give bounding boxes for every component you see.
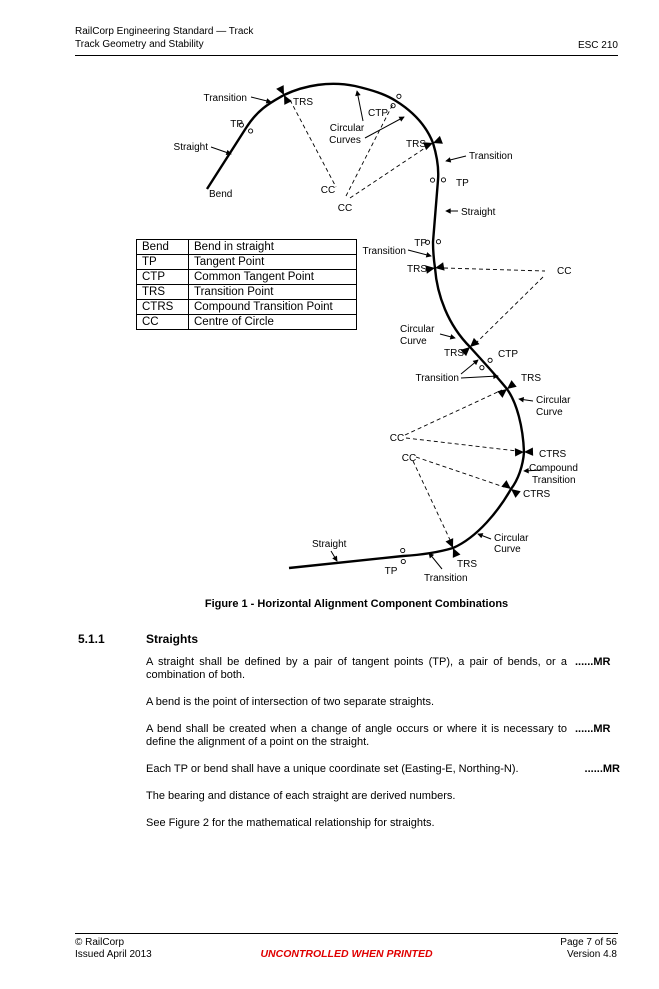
tp-circle bbox=[487, 357, 493, 363]
paragraph-text: See Figure 2 for the mathematical relationship for straights. bbox=[146, 817, 435, 829]
paragraph-text: Each TP or bend shall have a unique coordinate set (Easting-E, Northing-N). bbox=[146, 763, 519, 775]
paragraph bbox=[146, 763, 620, 776]
tp-circle bbox=[401, 559, 405, 563]
legend-body bbox=[137, 240, 357, 330]
diagram-label: Straight bbox=[461, 207, 496, 218]
diagram-label: Curve bbox=[400, 336, 427, 347]
legend-desc: Compound Transition Point bbox=[189, 300, 357, 315]
footer-copyright: © RailCorp bbox=[75, 937, 125, 948]
diagram-label: CTRS bbox=[523, 489, 551, 500]
footer-rule bbox=[75, 933, 618, 934]
diagram-label: CC bbox=[401, 453, 417, 464]
diagram-label: Bend bbox=[209, 189, 233, 200]
leader-arrow bbox=[519, 399, 533, 401]
diagram-label: CTP bbox=[498, 349, 518, 360]
footer-issued: Issued April 2013 bbox=[75, 949, 152, 960]
diagram-label: TP bbox=[230, 119, 243, 130]
legend-desc: Centre of Circle bbox=[189, 315, 357, 330]
paragraph bbox=[146, 656, 611, 682]
trs-marker bbox=[423, 136, 443, 150]
paragraph bbox=[146, 790, 567, 803]
diagram-label: TP bbox=[456, 178, 469, 189]
section-title: Straights bbox=[146, 632, 199, 646]
paragraph bbox=[146, 723, 611, 749]
leader-arrow bbox=[461, 376, 498, 378]
footer-right bbox=[560, 937, 617, 961]
paragraph-text: A bend is the point of intersection of two separate straights. bbox=[146, 696, 435, 708]
leader-arrow bbox=[357, 91, 363, 121]
legend-row bbox=[137, 285, 357, 300]
diagram-label: CC bbox=[337, 203, 353, 214]
diagram-label: TP bbox=[414, 238, 427, 249]
legend-desc: Bend in straight bbox=[189, 240, 357, 255]
diagram-label: CTP bbox=[368, 108, 388, 119]
cc-dashed-line bbox=[405, 390, 502, 435]
diagram-label: TRS bbox=[521, 373, 541, 384]
diagram-label: Straight bbox=[312, 539, 347, 550]
diagram-label: TRS bbox=[457, 559, 477, 570]
legend-row bbox=[137, 255, 357, 270]
legend-abbr: CC bbox=[137, 315, 189, 330]
header bbox=[75, 25, 253, 51]
trs-marker bbox=[446, 538, 461, 558]
legend-abbr: CTP bbox=[137, 270, 189, 285]
tp-circle bbox=[441, 178, 445, 182]
section-number: 5.1.1 bbox=[78, 632, 105, 646]
legend-desc: Tangent Point bbox=[189, 255, 357, 270]
figure-caption: Figure 1 - Horizontal Alignment Component Combinations bbox=[204, 598, 509, 610]
diagram-label: Circular bbox=[400, 324, 435, 335]
leader-arrow bbox=[429, 553, 442, 569]
tp-circle bbox=[436, 240, 440, 244]
doc-code: ESC 210 bbox=[577, 40, 618, 51]
leader-arrow bbox=[211, 147, 231, 154]
diagram-label: Compound bbox=[529, 463, 578, 474]
diagram-label: Circular bbox=[536, 395, 571, 406]
cc-dashed-line bbox=[413, 461, 451, 542]
legend-abbr: TRS bbox=[137, 285, 189, 300]
diagram-label: Curve bbox=[494, 544, 521, 555]
leader-arrow bbox=[461, 360, 478, 374]
diagram-label: CC bbox=[389, 433, 405, 444]
header-line1: RailCorp Engineering Standard — Track bbox=[75, 26, 254, 37]
legend-abbr: Bend bbox=[137, 240, 189, 255]
diagram-label: TRS bbox=[406, 139, 426, 150]
tp-circle bbox=[430, 178, 434, 182]
diagram-label: Transition bbox=[532, 475, 576, 486]
legend-abbr: TP bbox=[137, 255, 189, 270]
paragraph-text: A bend shall be created when a change of angle occurs or where it is necessary to define the alignment of a point on the straight. bbox=[146, 723, 567, 748]
paragraph bbox=[146, 696, 567, 709]
cc-dashed-line bbox=[474, 277, 543, 345]
diagram-label: CTRS bbox=[539, 449, 567, 460]
diagram-label: TP bbox=[384, 566, 398, 577]
footer-page: Page 7 of 56 bbox=[560, 937, 617, 948]
leader-arrow bbox=[446, 156, 466, 161]
trs-marker bbox=[501, 480, 520, 498]
diagram-label: Transition bbox=[415, 373, 459, 384]
mr-marker: ......MR bbox=[575, 656, 611, 668]
trs-marker bbox=[497, 380, 516, 398]
paragraph-text: The bearing and distance of each straight are derived numbers. bbox=[146, 790, 456, 802]
header-line2: Track Geometry and Stability bbox=[75, 39, 204, 50]
leader-arrow bbox=[440, 334, 455, 338]
legend-row bbox=[137, 315, 357, 330]
legend-table bbox=[136, 239, 357, 330]
diagram-label: Transition bbox=[424, 573, 468, 584]
diagram-label: TRS bbox=[293, 97, 313, 108]
mr-marker: ......MR bbox=[575, 723, 611, 735]
diagram-label: Transition bbox=[469, 151, 513, 162]
mr-marker: ......MR bbox=[584, 763, 620, 775]
footer-watermark: UNCONTROLLED WHEN PRINTED bbox=[260, 948, 433, 960]
legend-row bbox=[137, 270, 357, 285]
diagram-label: Transition bbox=[203, 93, 247, 104]
diagram-label: Curve bbox=[536, 407, 563, 418]
diagram-label: Curves bbox=[329, 135, 361, 146]
diagram-label: TRS bbox=[444, 348, 464, 359]
paragraph-text: A straight shall be defined by a pair of tangent points (TP), a pair of bends, or a combination of both. bbox=[146, 656, 567, 681]
cc-dashed-line bbox=[416, 457, 504, 487]
diagram-label: Circular bbox=[494, 533, 529, 544]
paragraph bbox=[146, 817, 567, 830]
figure-diagram bbox=[60, 78, 620, 592]
legend-desc: Transition Point bbox=[189, 285, 357, 300]
legend-desc: Common Tangent Point bbox=[189, 270, 357, 285]
tp-circle bbox=[401, 548, 405, 552]
leader-arrow bbox=[478, 534, 491, 539]
diagram-label: Circular bbox=[329, 123, 365, 134]
leader-arrow bbox=[251, 97, 271, 102]
legend-row bbox=[137, 240, 357, 255]
trs-marker bbox=[276, 85, 292, 105]
leader-arrow bbox=[408, 250, 431, 256]
diagram-label: Straight bbox=[173, 142, 208, 153]
tp-circle bbox=[248, 128, 254, 134]
tp-circle bbox=[396, 93, 402, 99]
diagram-label: TRS bbox=[407, 264, 427, 275]
body-paragraphs bbox=[146, 656, 620, 844]
cc-dashed-line bbox=[406, 438, 517, 451]
legend-abbr: CTRS bbox=[137, 300, 189, 315]
diagram-label: Transition bbox=[362, 246, 406, 257]
footer-version: Version 4.8 bbox=[566, 949, 617, 960]
diagram-label: CC bbox=[320, 185, 336, 196]
leader-arrow bbox=[331, 551, 337, 561]
cc-dashed-line bbox=[444, 268, 545, 271]
diagram-label: CC bbox=[557, 266, 572, 277]
header-rule bbox=[75, 55, 618, 56]
cc-dashed-line bbox=[350, 146, 428, 198]
tp-circle bbox=[479, 365, 485, 371]
legend-row bbox=[137, 300, 357, 315]
